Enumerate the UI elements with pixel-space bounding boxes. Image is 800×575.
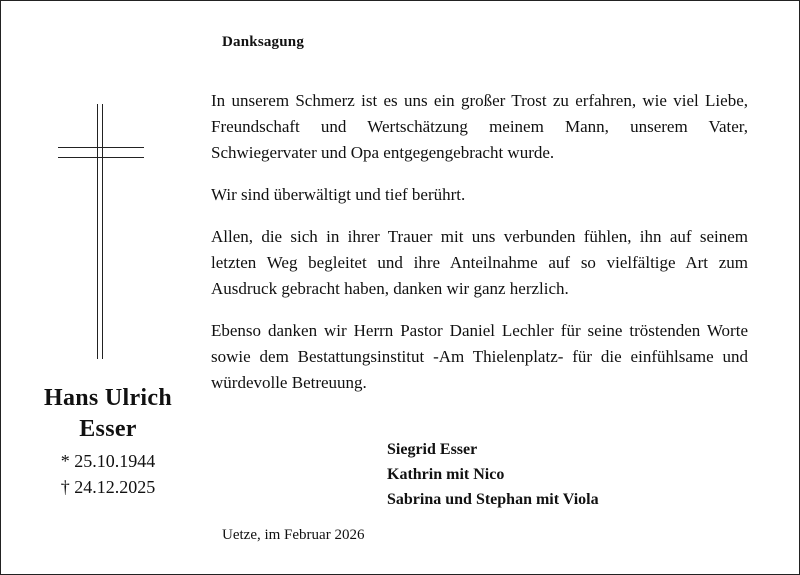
deceased-name-last: Esser xyxy=(79,416,137,442)
life-dates xyxy=(23,448,193,500)
deceased-info xyxy=(23,383,193,500)
signature-line: Sabrina und Stephan mit Viola xyxy=(387,491,599,508)
paragraph: Allen, die sich in ihrer Trauer mit uns verbunden fühlen, ihn auf seinem letzten Weg begleitet und ihre Anteilnahme auf so vielfältige Art zum Ausdruck gebracht haben, danken wir ganz herzlich. xyxy=(211,227,748,298)
cross-vertical-line xyxy=(97,104,98,359)
birth-date: * 25.10.1944 xyxy=(60,451,156,471)
cross-horizontal-line xyxy=(58,147,144,148)
paragraph: Ebenso danken wir Herrn Pastor Daniel Lechler für seine tröstenden Worte sowie dem Bestattungsinstitut -Am Thielenplatz- für die einfühlsame und würdevolle Betreuung. xyxy=(211,321,748,392)
deceased-name-first: Hans Ulrich xyxy=(44,385,172,411)
signature-line: Siegrid Esser xyxy=(387,441,478,458)
signatures xyxy=(387,437,599,512)
death-date: † 24.12.2025 xyxy=(60,477,156,497)
cross-horizontal-line xyxy=(58,157,144,158)
paragraph: Wir sind überwältigt und tief berührt. xyxy=(211,185,466,204)
cross-icon xyxy=(58,104,144,359)
heading: Danksagung xyxy=(222,34,305,50)
signature-line: Kathrin mit Nico xyxy=(387,466,505,483)
paragraph: In unserem Schmerz ist es uns ein großer Trost zu erfahren, wie viel Liebe, Freundschaft und Wertschätzung meinem Mann, unserem Vater, Schwiegervater und Opa entgegengebracht wurde. xyxy=(211,91,748,162)
message-body xyxy=(211,88,748,396)
place-date: Uetze, im Februar 2026 xyxy=(222,527,365,543)
cross-vertical-line xyxy=(102,104,103,359)
